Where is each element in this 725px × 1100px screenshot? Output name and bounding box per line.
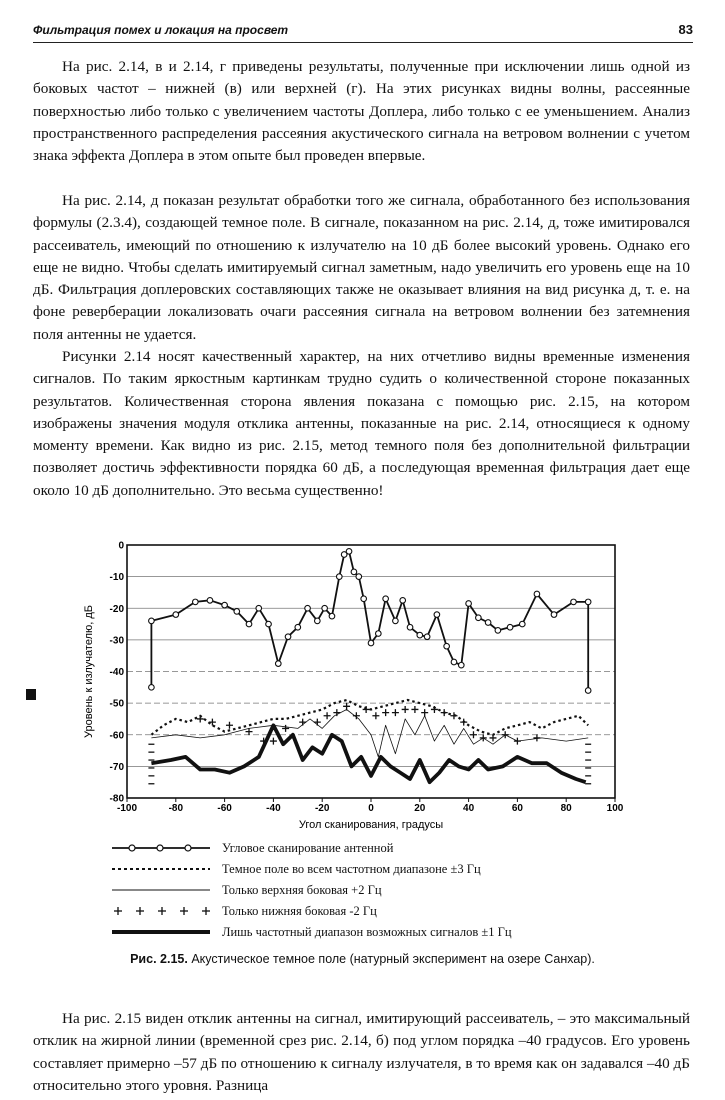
series-lower-sideband-point <box>533 734 540 741</box>
series-lower-sideband-point <box>514 738 521 745</box>
series-angular-scan-point <box>275 661 281 667</box>
series-angular-scan-point <box>329 613 335 619</box>
figure-legend <box>110 838 610 943</box>
y-tick-label: -30 <box>109 635 124 647</box>
x-tick-label: 80 <box>560 803 572 814</box>
paragraph-text: Рисунки 2.14 носят качественный характер, на них отчетливо видны временные изменения сигналов. По таким яркостным картинкам трудно судить о количественной стороне показанных результатов. Количественная сторона явления показана с помощью рис. 2.15, на котором изображены значения модуля отклика антенны, показанные на рис. 2.14, относящиеся к одному моменту времени. Как видно из рис. 2.15, метод темного поля без дополнительной фильтрации позволяет достичь эффективности порядка 60 дБ, а последующая временная фильтрация дает еще около 10 дБ дополнительно. Это весьма существенно! <box>33 348 690 499</box>
series-angular-scan-point <box>305 605 311 611</box>
series-angular-scan-point <box>149 685 155 691</box>
series-angular-scan-point <box>534 591 540 597</box>
series-lower-sideband-point <box>450 712 457 719</box>
legend-entry <box>110 838 610 859</box>
series-lower-sideband-point <box>363 706 370 713</box>
series-angular-scan-point <box>466 601 472 607</box>
series-lower-sideband-point <box>502 731 509 738</box>
series-angular-scan-point <box>234 609 240 615</box>
x-tick-label: 60 <box>511 803 523 814</box>
y-tick-label: -40 <box>109 667 124 678</box>
paragraph-text: На рис. 2.15 виден отклик антенны на сигнал, имитирующий рассеиватель, – это максимальный отклик на жирной линии (временной срез рис. 2.14, б) под углом порядка –40 градусов. Его уровень составляет примерно –57 дБ по отношению к сигналу излучателя, в то время как он задавался –40 дБ относительно этого уровня. Разница <box>33 1010 690 1094</box>
legend-label: Только верхняя боковая +2 Гц <box>222 883 382 897</box>
legend-label: Только нижняя боковая -2 Гц <box>222 904 377 918</box>
series-angular-scan-point <box>173 612 179 618</box>
series-lower-sideband-point <box>441 709 448 716</box>
y-tick-label: -50 <box>109 698 124 710</box>
caption-text: Акустическое темное поле (натурный эксперимент на озере Санхар). <box>191 952 595 966</box>
series-angular-scan-point <box>346 549 352 555</box>
chart-ticks <box>110 541 624 815</box>
legend-swatch-plus <box>110 903 215 919</box>
series-lower-sideband-point <box>431 706 438 713</box>
series-angular-scan-point <box>585 688 591 694</box>
series-upper-sideband-line <box>151 710 588 757</box>
y-tick-label: 0 <box>118 540 124 552</box>
series-angular-scan-point <box>336 574 342 580</box>
series-lower-sideband-point <box>226 722 233 729</box>
series-lower-sideband-point <box>270 738 277 745</box>
series-signal-band-line <box>151 725 585 782</box>
series-angular-scan-point <box>207 598 213 604</box>
series-lower-sideband-point <box>353 712 360 719</box>
series-angular-scan-point <box>434 612 440 618</box>
series-angular-scan-point <box>256 605 262 611</box>
series-angular-scan-point <box>451 659 457 665</box>
page-number: 83 <box>678 22 693 37</box>
series-angular-scan-point <box>295 624 301 630</box>
chart-series <box>148 549 591 784</box>
y-tick-label: -10 <box>109 572 124 584</box>
series-lower-sideband-point <box>490 734 497 741</box>
series-angular-scan-point <box>476 615 482 621</box>
series-lower-sideband-point <box>460 719 467 726</box>
running-title: Фильтрация помех и локация на просвет <box>33 23 289 37</box>
y-tick-label: -20 <box>109 603 124 615</box>
paragraph-text: На рис. 2.14, д показан результат обработки того же сигнала, обработанного без использования формулы (2.3.4), создающей темное поле. В сигнале, показанном на рис. 2.14, д, тоже имитировался рассеиватель, имеющий по отношению к излучателю на 10 дБ более высокий уровень. Однако его еще не видно. Чтобы сделать имитируемый сигнал заметным, надо увеличить его уровень еще на 10 дБ. Фильтрация доплеровских составляющих также не оказывает влияния на вид рисунка д, т. е. на фоне реверберации локализовать очаги рассеяния сигнала на ветровом волнении без затемнения поля антенны не удается. <box>33 192 690 343</box>
x-tick-label: 40 <box>463 803 475 814</box>
series-angular-scan-point <box>519 621 525 627</box>
series-lower-sideband-point <box>314 719 321 726</box>
series-angular-scan-point <box>193 599 199 605</box>
figure-caption <box>0 952 725 966</box>
series-angular-scan-point <box>417 632 423 638</box>
series-angular-scan-point <box>485 620 491 626</box>
legend-entry <box>110 859 610 880</box>
series-angular-scan-point <box>393 618 399 624</box>
series-lower-sideband-point <box>421 709 428 716</box>
series-angular-scan-point <box>285 634 291 640</box>
series-angular-scan-point <box>383 596 389 602</box>
y-tick-label: -70 <box>109 761 124 773</box>
series-angular-scan-point <box>571 599 577 605</box>
paragraph-3 <box>33 346 690 502</box>
series-lower-sideband-point <box>392 709 399 716</box>
series-lower-sideband-point <box>382 709 389 716</box>
series-lower-sideband-point <box>324 712 331 719</box>
x-axis-label: Угол сканирования, градусы <box>298 819 444 831</box>
series-angular-scan-point <box>507 624 513 630</box>
series-angular-scan-point <box>585 599 591 605</box>
margin-marker <box>26 689 36 700</box>
legend-swatch-thick <box>110 924 215 940</box>
legend-swatch-circles <box>110 840 215 856</box>
series-dark-field-line <box>151 700 588 735</box>
legend-entry <box>110 901 610 922</box>
y-tick-label: -60 <box>109 730 124 742</box>
series-angular-scan-point <box>495 628 501 634</box>
series-angular-scan-point <box>458 662 464 668</box>
x-tick-label: -40 <box>266 803 281 814</box>
series-lower-sideband-point <box>411 706 418 713</box>
series-angular-scan-point <box>149 618 155 624</box>
series-angular-scan-point <box>551 612 557 618</box>
x-tick-label: 0 <box>368 803 374 814</box>
series-angular-scan-point <box>322 605 328 611</box>
series-angular-scan-point <box>315 618 321 624</box>
y-axis-label: Уровень к излучателю, дБ <box>83 605 95 738</box>
series-lower-sideband-point <box>299 719 306 726</box>
y-tick-label: -80 <box>109 793 124 805</box>
series-angular-scan-point <box>400 598 406 604</box>
series-angular-scan-point <box>246 621 252 627</box>
series-lower-sideband-point <box>343 703 350 710</box>
series-angular-scan-point <box>351 569 357 575</box>
x-tick-label: -100 <box>116 803 138 814</box>
legend-entry <box>110 880 610 901</box>
series-angular-scan-point <box>222 602 228 608</box>
running-head <box>33 20 693 43</box>
paragraph-1 <box>33 56 690 167</box>
x-tick-label: -20 <box>314 803 330 814</box>
x-tick-label: -60 <box>217 803 232 814</box>
series-lower-sideband-point <box>402 706 409 713</box>
series-angular-scan-point <box>424 634 430 640</box>
x-tick-label: -80 <box>168 803 184 814</box>
paragraph-2 <box>33 190 690 346</box>
series-angular-scan-point <box>356 574 362 580</box>
series-angular-scan-point <box>444 643 450 649</box>
legend-label: Лишь частотный диапазон возможных сигналов ±1 Гц <box>222 925 512 939</box>
series-lower-sideband-point <box>209 719 216 726</box>
paragraph-text: На рис. 2.14, в и 2.14, г приведены результаты, полученные при исключении лишь одной из боковых частот – нижней (в) или верхней (г). На этих рисунках видны волны, рассеянные поверхностью либо только с увеличением частоты Доплера, либо только с ее уменьшением. Анализ пространственного распределения рассеяния акустического сигнала на ветровом волнении с учетом знака эффекта Доплера в этом опыте был проведен впервые. <box>33 58 690 165</box>
legend-entry <box>110 922 610 943</box>
figure-chart <box>75 535 635 835</box>
legend-label: Угловое сканирование антенной <box>222 841 394 855</box>
paragraph-4 <box>33 1008 690 1097</box>
series-lower-sideband-point <box>480 734 487 741</box>
series-lower-sideband-point <box>282 725 289 732</box>
series-angular-scan-point <box>376 631 382 637</box>
legend-swatch-dotted <box>110 861 215 877</box>
series-lower-sideband-point <box>372 712 379 719</box>
series-lower-sideband-point <box>470 731 477 738</box>
series-angular-scan-point <box>407 624 413 630</box>
legend-swatch-thin <box>110 882 215 898</box>
x-tick-label: 20 <box>414 803 426 814</box>
caption-label: Рис. 2.15. <box>130 952 188 966</box>
x-tick-label: 100 <box>606 803 624 814</box>
series-angular-scan-point <box>361 596 367 602</box>
legend-label: Темное поле во всем частотном диапазоне ±3 Гц <box>222 862 481 876</box>
series-angular-scan-point <box>368 640 374 646</box>
series-angular-scan-point <box>266 621 272 627</box>
series-lower-sideband-point <box>333 709 340 716</box>
series-lower-sideband-point <box>197 715 204 722</box>
